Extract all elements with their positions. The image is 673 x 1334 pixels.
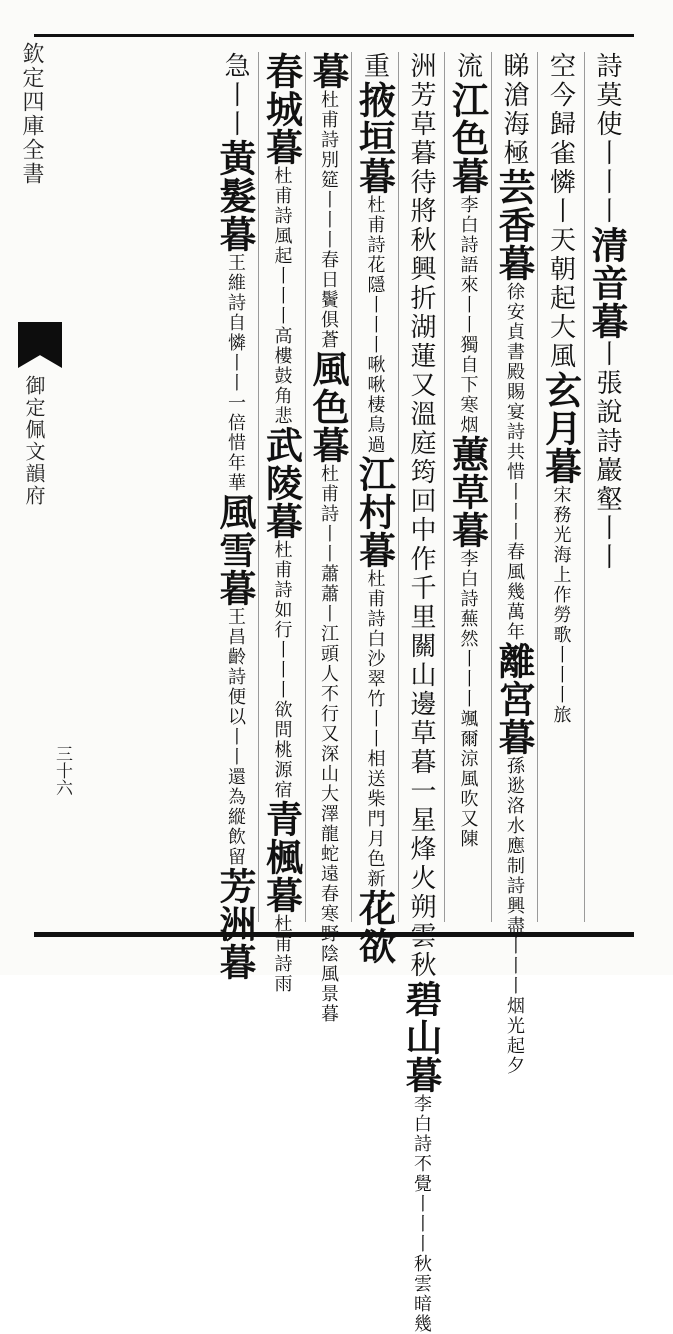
- entry-headword: 玄月暮: [538, 371, 583, 485]
- page-number: 三十六: [52, 745, 72, 796]
- entry-headword: 青楓暮: [259, 800, 304, 914]
- entry-citation: 李白詩不覺丨丨丨秋雲暗幾: [411, 1094, 432, 1334]
- entry-text: 急丨丨: [220, 52, 250, 139]
- text-column: [212, 52, 259, 981]
- entry-text: 重: [359, 52, 390, 81]
- entry-headword: 風雪暮: [213, 493, 257, 607]
- entry-citation: 宋務光海上作勞歌丨丨丨旅: [550, 485, 572, 725]
- text-column: [258, 52, 305, 994]
- entry-headword: 花欲: [352, 889, 397, 965]
- entry-headword: 江色暮: [445, 81, 490, 195]
- entry-text: 丨張說詩巖壑丨丨: [592, 340, 622, 572]
- entry-headword: 黃髮暮: [213, 139, 257, 253]
- fish-tail-mark-icon: [18, 322, 62, 368]
- entry-headword: 春城暮: [259, 52, 304, 166]
- text-column: [305, 52, 352, 1024]
- entry-citation: 杜甫詩別筵丨丨丨春日鬢俱蒼: [318, 90, 339, 350]
- book-title: 欽定四庫全書: [19, 42, 44, 186]
- entry-text: 丨丨丨: [592, 139, 622, 226]
- text-columns: [70, 52, 630, 1334]
- entry-headword: 江村暮: [352, 455, 397, 569]
- entry-citation: 杜甫詩丨丨蕭蕭丨江頭人不行又深山大澤龍蛇遠春寒野陰風景暮: [318, 464, 339, 1024]
- entry-text: 詩莫使: [592, 52, 622, 139]
- entry-headword: 碧山暮: [399, 980, 443, 1094]
- entry-headword: 清音暮: [585, 226, 629, 340]
- text-column: [584, 52, 631, 922]
- entry-headword: 風色暮: [306, 350, 350, 464]
- text-column: [351, 52, 398, 965]
- entry-headword: 武陵暮: [259, 426, 304, 540]
- entry-citation: 李白詩語來丨丨獨自下寒烟: [457, 195, 479, 435]
- entry-text: 流: [452, 52, 483, 81]
- entry-text: 丨天朝起大風: [545, 197, 576, 371]
- entry-headword: 暮: [306, 52, 350, 90]
- entry-headword: 掖垣暮: [352, 81, 397, 195]
- entry-citation: 孫逖洛水應制詩興盡丨丨丨烟光起夕: [504, 756, 525, 1076]
- entry-headword: 芸香暮: [492, 168, 536, 282]
- entry-citation: 王維詩自憐丨丨一倍惜年華: [225, 253, 246, 493]
- entry-text: 洲芳草暮待將秋興折湖蓮又溫庭筠回中作千里關山邊草暮一星烽火朔雲秋: [406, 52, 436, 980]
- entry-text: 睇滄海極: [499, 52, 529, 168]
- text-column: [398, 52, 445, 1334]
- entry-headword: 離宮暮: [492, 642, 536, 756]
- entry-text: 空今歸雀憐: [545, 52, 576, 197]
- entry-citation: 杜甫詩雨: [271, 914, 293, 994]
- entry-citation: 徐安貞書殿賜宴詩共惜丨丨丨春風幾萬年: [504, 282, 525, 642]
- entry-citation: 杜甫詩風起丨丨丨高樓鼓角悲: [271, 166, 293, 426]
- entry-citation: 杜甫詩如行丨丨丨欲問桃源宿: [271, 540, 293, 800]
- text-column: [537, 52, 584, 922]
- entry-citation: 王昌齡詩便以丨丨還為縱飲留: [225, 607, 246, 867]
- text-column: [444, 52, 491, 922]
- volume-title: 御定佩文韻府: [22, 375, 46, 507]
- entry-citation: 李白詩蕪然丨丨丨颯爾涼風吹又陳: [457, 549, 479, 849]
- entry-headword: 蕙草暮: [445, 435, 490, 549]
- entry-citation: 杜甫詩白沙翠竹丨丨相送柴門月色新: [364, 569, 386, 889]
- text-column: [491, 52, 538, 1076]
- entry-headword: 芳洲暮: [213, 867, 257, 981]
- entry-citation: 杜甫詩花隱丨丨丨啾啾棲鳥過: [364, 195, 386, 455]
